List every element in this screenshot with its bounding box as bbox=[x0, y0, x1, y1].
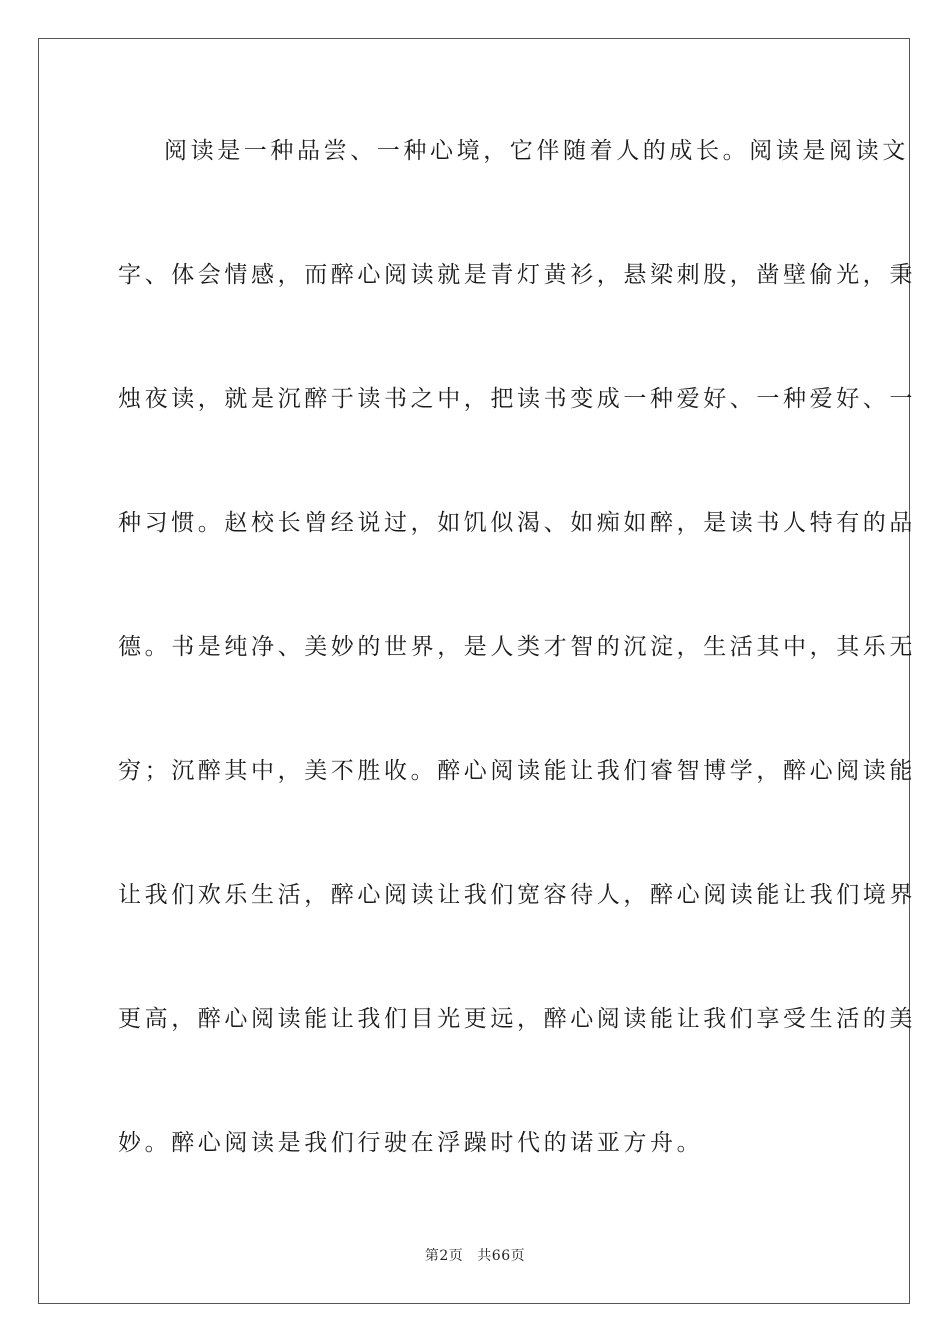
page-total: 共66页 bbox=[477, 1248, 526, 1264]
page-number: 第2页 bbox=[424, 1248, 464, 1264]
paragraph-line-4: 种习惯。赵校长曾经说过，如饥似渴、如痴如醉，是读书人特有的品 bbox=[118, 510, 916, 536]
paragraph-line-5: 德。书是纯净、美妙的世界，是人类才智的沉淀，生活其中，其乐无 bbox=[118, 634, 916, 660]
paragraph-line-3: 烛夜读，就是沉醉于读书之中，把读书变成一种爱好、一种爱好、一 bbox=[118, 386, 916, 412]
page-footer bbox=[0, 1247, 950, 1265]
paragraph-line-7: 让我们欢乐生活，醉心阅读让我们宽容待人，醉心阅读能让我们境界 bbox=[118, 882, 916, 908]
paragraph-line-6: 穷；沉醉其中，美不胜收。醉心阅读能让我们睿智博学，醉心阅读能 bbox=[118, 758, 916, 784]
paragraph-line-2: 字、体会情感，而醉心阅读就是青灯黄衫，悬梁刺股，凿壁偷光，秉 bbox=[118, 262, 916, 288]
paragraph-line-1: 阅读是一种品尝、一种心境，它伴随着人的成长。阅读是阅读文 bbox=[164, 138, 909, 164]
paragraph-line-9: 妙。醉心阅读是我们行驶在浮躁时代的诺亚方舟。 bbox=[118, 1130, 704, 1156]
paragraph-line-8: 更高，醉心阅读能让我们目光更远，醉心阅读能让我们享受生活的美 bbox=[118, 1006, 916, 1032]
page-border bbox=[38, 38, 916, 1304]
